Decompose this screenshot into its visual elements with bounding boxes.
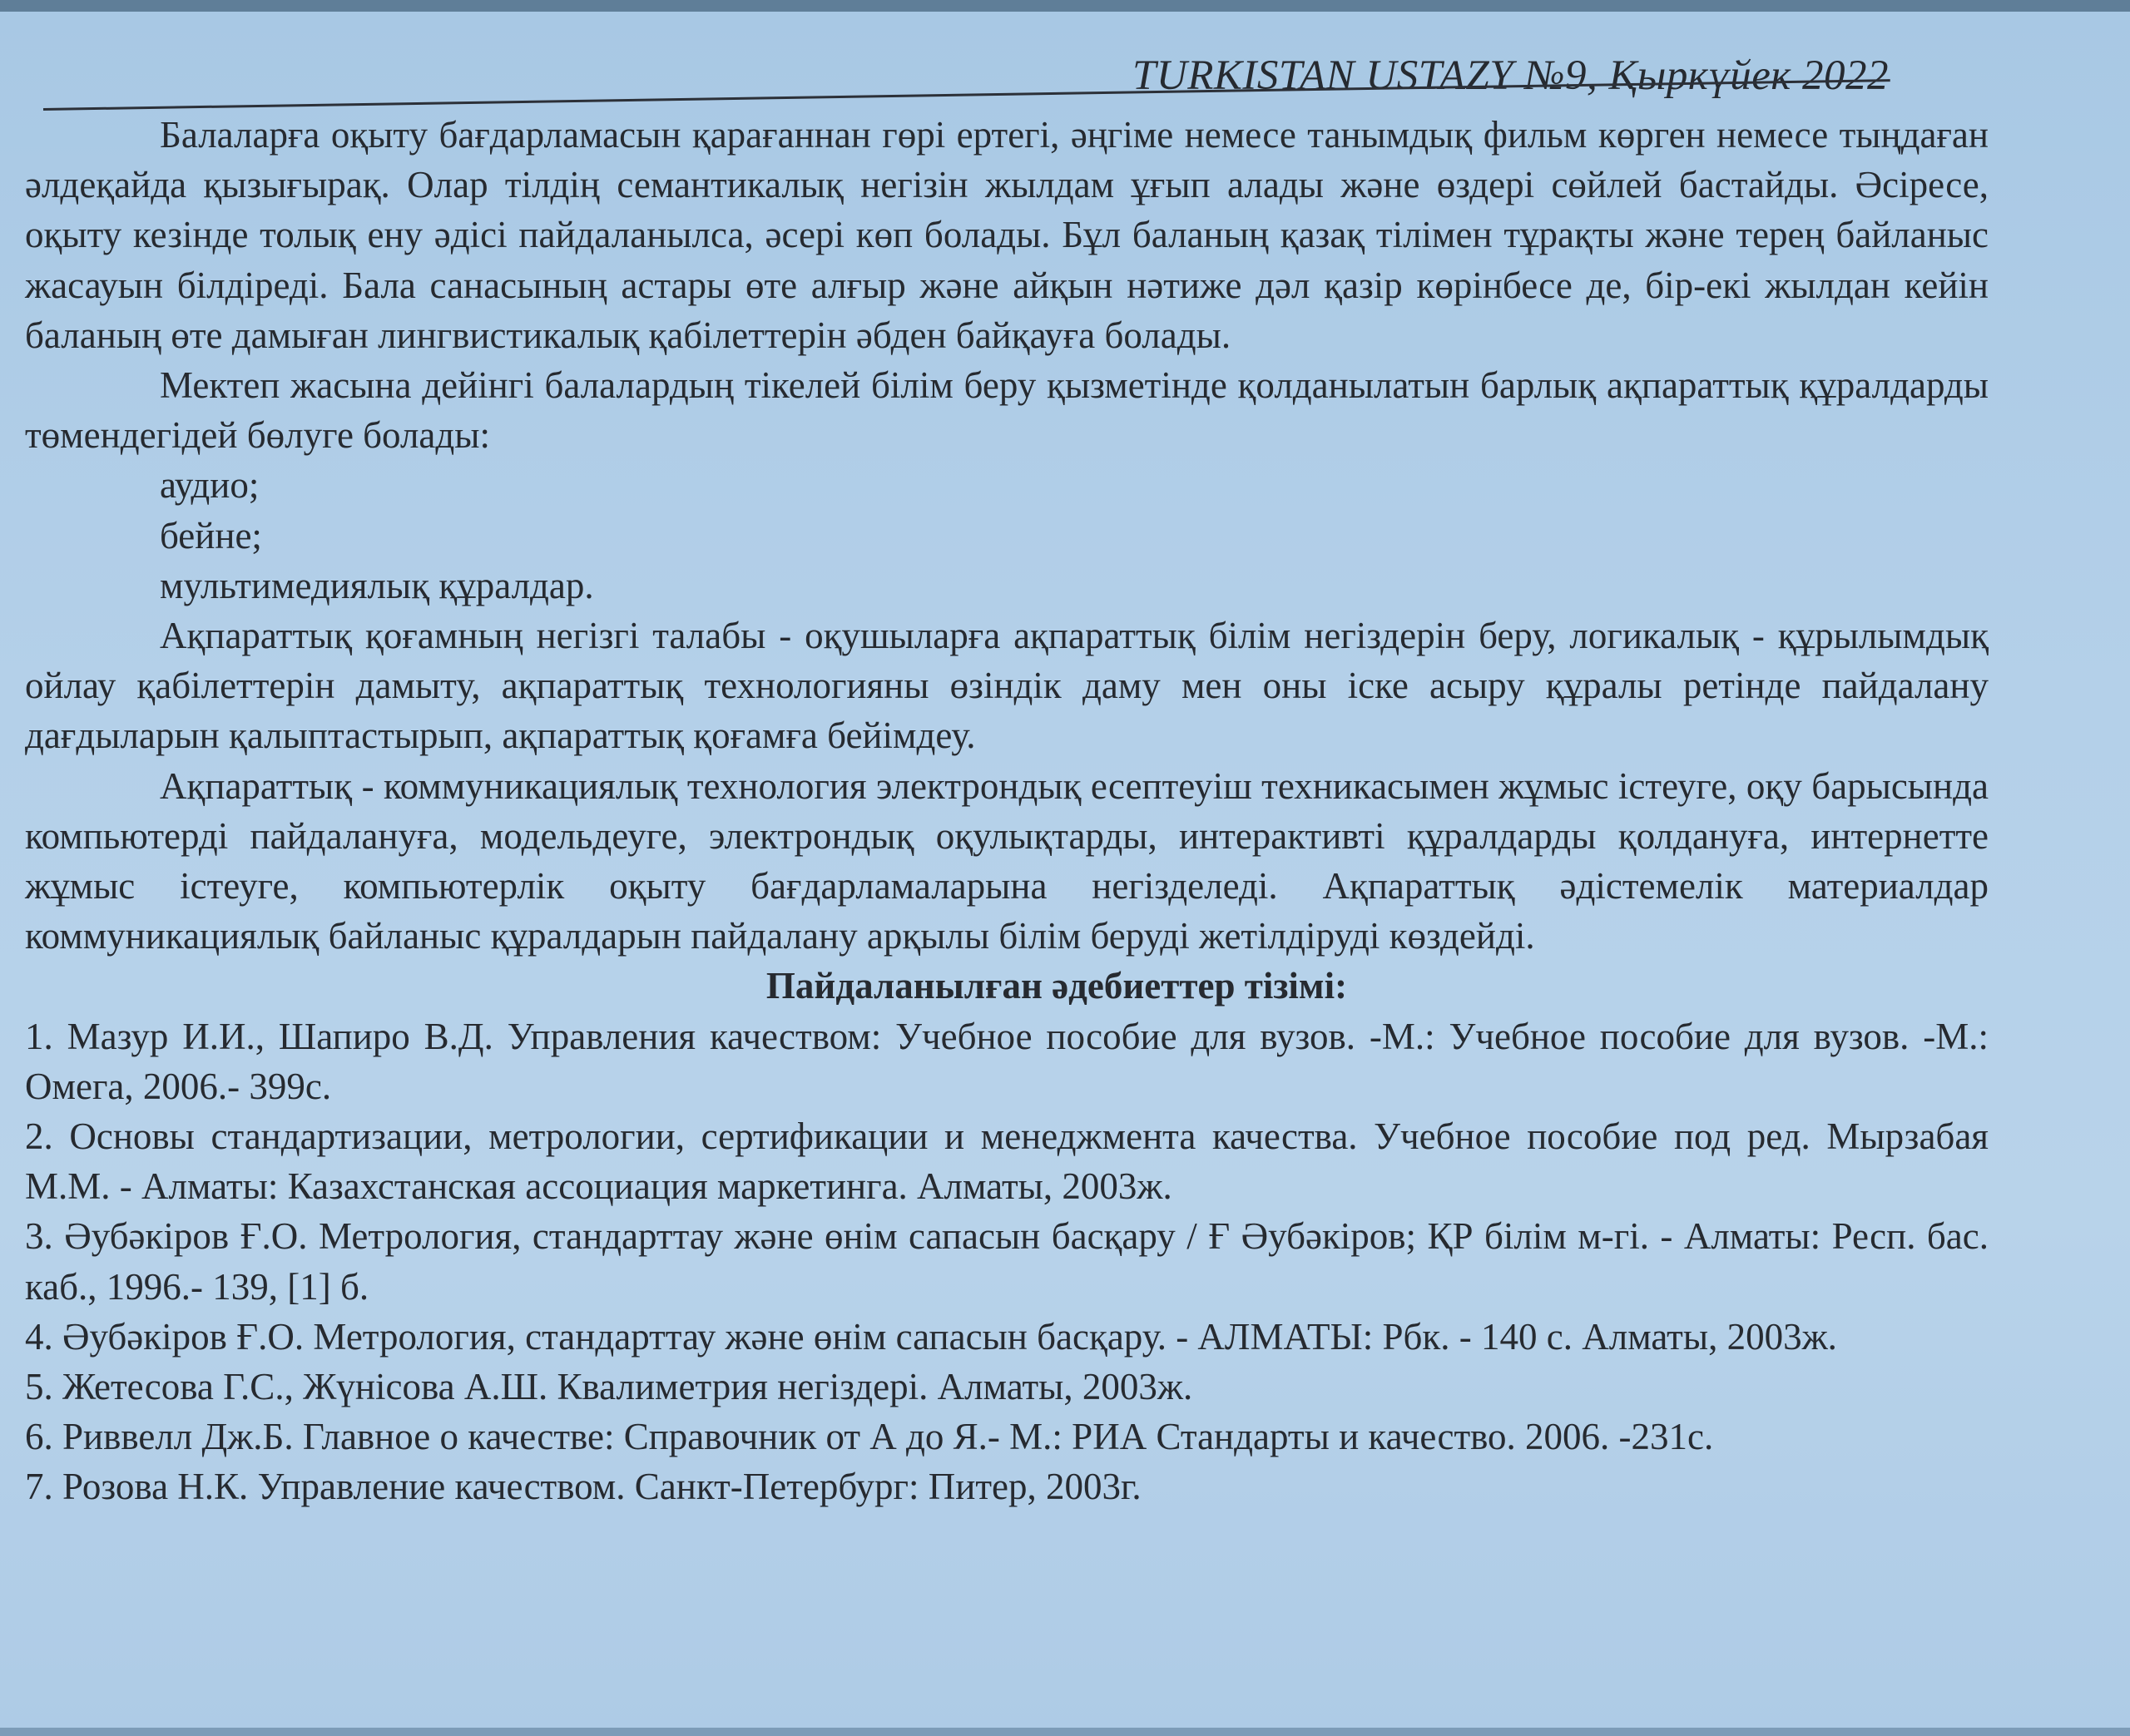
paragraph-1: Балаларға оқыту бағдарламасын қарағаннан гөрі ертегі, әңгіме немесе танымдық фильм көрген немесе тыңдаған әлдеқайда қызығырақ. Олар тілдің семантикалық негізін жылдам ұғып алады және өздері сөйлей бастайды. Әсіресе, оқыту кезінде толық ену әдісі пайдаланылса, әсері көп болады. Бұл баланың қазақ тілімен тұрақты және терең байланыс жасауын білдіреді. Бала санасының астары өте алғыр және айқын нәтиже дәл қазір көрінбесе де, бір-екі жылдан кейін баланың өте дамыған лингвистикалық қабілеттерін әбден байқауға болады. <box>25 114 1989 356</box>
list-item: мультимедиялық құралдар. <box>160 564 594 606</box>
list-item: аудио; <box>160 464 260 507</box>
paragraph-4: Ақпараттық - коммуникациялық технология электрондық есептеуіш техникасымен жұмыс істеуге, оқу барысында компьютерді пайдалануға, модельдеуге, электрондық оқулықтарды, интерактивті құралдарды қолдануға, интернетте жұмыс істеуге, компьютерлік оқыту бағдарламаларына негізделеді. Ақпараттық әдістемелік материалдар коммуникациялық байланыс құралдарын пайдалану арқылы білім беруді жетілдіруді көздейді. <box>25 764 1989 957</box>
reference-item: 1. Мазур И.И., Шапиро В.Д. Управления качеством: Учебное пособие для вузов. -М.: Учебное пособие для вузов. -М.: Омега, 2006.- 399с. <box>25 1015 1989 1107</box>
article-body <box>25 110 1989 1512</box>
reference-item: 5. Жетесова Г.С., Жүнісова А.Ш. Квалиметрия негіздері. Алматы, 2003ж. <box>25 1366 1193 1408</box>
references-title: Пайдаланылған әдебиеттер тізімі: <box>765 965 1348 1007</box>
paragraph-2: Мектеп жасына дейінгі балалардың тікелей білім беру қызметінде қолданылатын барлық ақпараттық құралдарды төмендегідей бөлуге болады: <box>25 364 1989 457</box>
page-bottom-edge <box>0 1728 2130 1736</box>
running-header: TURKISTAN USTAZY №9, Қыркүйек 2022 <box>1132 52 1889 99</box>
reference-item: 6. Риввелл Дж.Б. Главное о качестве: Справочник от А до Я.- М.: РИА Стандарты и качество. 2006. -231с. <box>25 1416 1714 1458</box>
reference-item: 4. Әубәкіров Ғ.О. Метрология, стандарттау және өнім сапасын басқару. - АЛМАТЫ: Рбк. - 140 с. Алматы, 2003ж. <box>25 1315 1837 1358</box>
reference-item: 2. Основы стандартизации, метрологии, сертификации и менеджмента качества. Учебное пособие под ред. Мырзабая М.М. - Алматы: Казахстанская ассоциация маркетинга. Алматы, 2003ж. <box>25 1115 1989 1208</box>
list-item: бейне; <box>160 514 262 556</box>
page-top-shadow <box>0 0 2130 12</box>
reference-item: 3. Әубәкіров Ғ.О. Метрология, стандарттау және өнім сапасын басқару / Ғ Әубәкіров; ҚР білім м-гі. - Алматы: Респ. бас. каб., 1996.- 139, [1] б. <box>25 1215 1989 1308</box>
reference-item: 7. Розова Н.К. Управление качеством. Санкт-Петербург: Питер, 2003г. <box>25 1466 1142 1508</box>
paragraph-3: Ақпараттық қоғамның негізгі талабы - оқушыларға ақпараттық білім негіздерін беру, логикалық - құрылымдық ойлау қабілеттерін дамыту, ақпараттық технологияны өзіндік даму мен оны іске асыру құралы ретінде пайдалану дағдыларын қалыптастырып, ақпараттық қоғамға бейімдеу. <box>25 615 1989 757</box>
